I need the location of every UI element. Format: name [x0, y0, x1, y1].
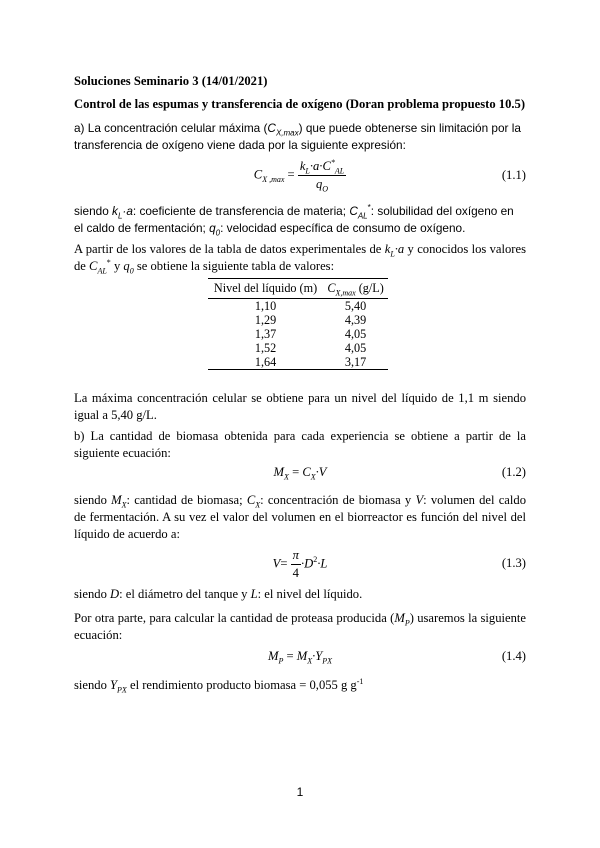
- paragraph-b: b) La cantidad de biomasa obtenida para cada experiencia se obtiene a partir de la siguiente ecuación:: [74, 429, 526, 460]
- definitions-3: siendo D: el diámetro del tanque y L: el nivel del líquido.: [74, 587, 363, 601]
- page-number: 1: [296, 785, 304, 799]
- values-table: [208, 278, 388, 370]
- table-intro: A partir de los valores de la tabla de datos experimentales de $k_L\cdot a$ y conocidos los valores de $C_{AL}^*$ y $q_0$ se obtiene la siguiente tabla de valores:: [74, 242, 526, 276]
- conclusion-paragraph: La máxima concentración celular se obtiene para un nivel del líquido de 1,1 m siendo igual a 5,40 g/L.: [74, 391, 526, 422]
- equation-number: (1.3): [501, 556, 526, 570]
- definitions-4: siendo $Y_{PX}$ el rendimiento producto biomasa = 0,055 g $g^{-1}$: [74, 676, 364, 695]
- fraction: $\frac{k_L\cdot a\cdot C^*_{AL}}{q_O}$: [299, 157, 345, 194]
- table-row: 1,64 3,17: [208, 355, 388, 370]
- table-row: 1,29 4,39: [254, 313, 367, 327]
- equation-number: (1.1): [501, 168, 526, 182]
- definitions-2: siendo $M_X$: cantidad de biomasa; $C_X$: concentración de biomasa y V: volumen del caldo de fermentación. A su vez el valor del volumen en el biorreactor es función del nivel del líquido de acuerdo a:: [74, 493, 526, 541]
- column-header-cxmax: $C_{X,max}$ (g/L): [323, 279, 388, 299]
- equation-number: (1.4): [501, 649, 526, 663]
- section-heading: Control de las espumas y transferencia de oxígeno (Doran problema propuesto 10.5): [74, 97, 526, 111]
- paragraph-c: Por otra parte, para calcular la cantidad de proteasa producida $(M_P)$ usaremos la siguiente ecuación:: [74, 611, 526, 642]
- table-row: 1,37 4,05: [254, 327, 367, 341]
- table-row: 1,52 4,05: [254, 341, 367, 355]
- column-header-nivel: Nivel del líquido (m): [208, 279, 323, 299]
- equation-1-1: $C_{X ,max}$ = $\frac{k_L\cdot a\cdot C^*_{AL}}{q_O}$ (1.1): [253, 157, 526, 194]
- equation-1-2: $M_X = C_X\cdot V$ (1.2): [273, 465, 526, 482]
- fraction: $\frac{\pi}{4}$: [292, 548, 299, 580]
- document-title: Soluciones Seminario 3 (14/01/2021): [74, 74, 268, 88]
- equation-1-3: V= $\frac{\pi}{4}$ $\cdot D^2\cdot L$ (1.3): [272, 548, 526, 580]
- table-header-row: [208, 279, 388, 299]
- definitions-1: siendo $k_L\cdot a$: coeficiente de transferencia de materia; $C_{AL}^*$: solubilidad del oxígeno en el caldo de fermentación; $q_0$: velocidad específica de consumo de oxígeno.: [74, 203, 514, 238]
- paragraph-a: a) La concentración celular máxima $(C_{X,max})$ que puede obtenerse sin limitación por la transferencia de oxígeno viene dada por la siguiente expresión:: [74, 121, 521, 152]
- equation-number: (1.2): [501, 465, 526, 479]
- equation-1-4: $M_P = M_X\cdot Y_{PX}$ (1.4): [267, 649, 526, 666]
- table-row: 1,10 5,40: [254, 299, 367, 313]
